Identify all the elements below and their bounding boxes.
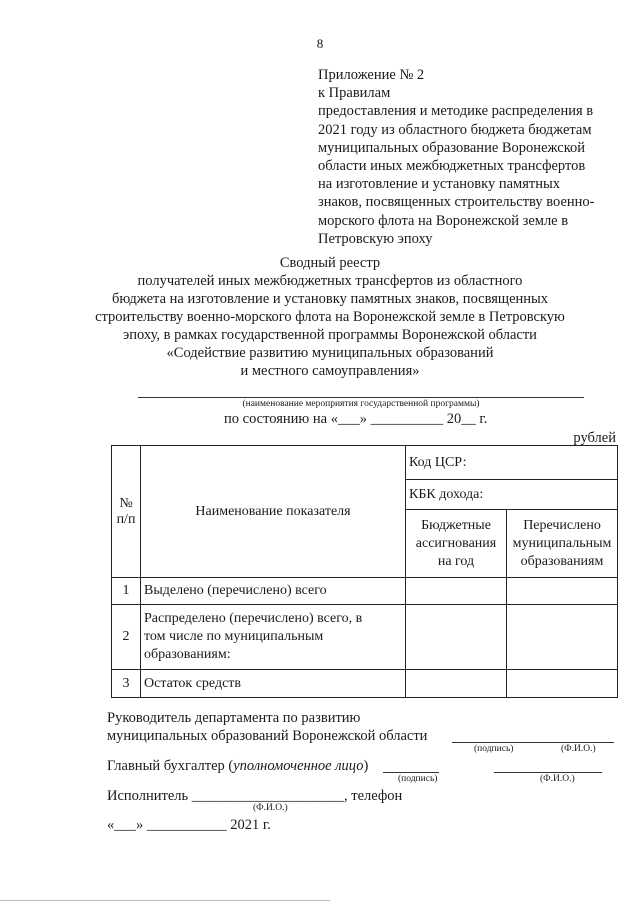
appendix-line: области иных межбюджетных трансфертов (318, 158, 586, 175)
date-line: «___» ___________ 2021 г. (107, 817, 271, 833)
accountant-signature-line (383, 772, 439, 773)
row-value (406, 670, 507, 698)
row-value (507, 605, 618, 670)
currency-label: рублей (573, 430, 616, 446)
header-num: № п/п (112, 446, 141, 578)
row-num: 2 (112, 605, 141, 670)
heading-title: Сводный реестр (279, 255, 381, 271)
bottom-divider (0, 900, 330, 901)
kcsr-label: Код ЦСР: (406, 446, 618, 480)
header-assignments: Бюджетные ассигнования на год (406, 510, 507, 578)
row-name: Распределено (перечислено) всего, в том числе по муниципальным образованиям: (141, 605, 406, 670)
appendix-line: знаков, посвященных строительству военно- (318, 194, 595, 211)
heading-line: эпоху, в рамках государственной программы Воронежской области (123, 327, 537, 343)
program-name-line (138, 397, 584, 398)
head-signature-caption: (подпись) (474, 744, 514, 754)
heading-line: «Содействие развитию муниципальных образований (166, 345, 494, 361)
appendix-line: морского флота на Воронежской земле в (318, 212, 569, 229)
appendix-line: предоставления и методике распределения в (318, 103, 594, 120)
table-row (112, 670, 618, 698)
row-name: Выделено (перечислено) всего (141, 578, 406, 605)
row-value (507, 670, 618, 698)
registry-table (111, 445, 618, 698)
program-caption: (наименование мероприятия государственной программы) (242, 399, 480, 409)
appendix-line: к Правилам (318, 85, 391, 102)
row-num: 1 (112, 578, 141, 605)
appendix-line: муниципальных образование Воронежской (318, 139, 586, 156)
kbk-label: КБК дохода: (406, 480, 618, 510)
appendix-line: на изготовление и установку памятных (318, 176, 560, 193)
row-value (406, 578, 507, 605)
table-row (112, 605, 618, 670)
document-heading (90, 254, 570, 380)
page-number: 8 (316, 36, 324, 51)
header-name: Наименование показателя (141, 446, 406, 578)
accountant-title: Главный бухгалтер (уполномоченное лицо) (107, 758, 369, 774)
row-name: Остаток средств (141, 670, 406, 698)
appendix-title: Приложение № 2 (318, 67, 425, 83)
heading-line: и местного самоуправления» (240, 363, 420, 379)
appendix-block (318, 66, 616, 248)
row-value (507, 578, 618, 605)
heading-line: получателей иных межбюджетных трансфертов из областного (137, 273, 523, 289)
executor-fio-caption: (Ф.И.О.) (253, 803, 288, 813)
heading-line: бюджета на изготовление и установку памятных знаков, посвященных (111, 291, 549, 307)
accountant-signature-caption: (подпись) (398, 774, 438, 784)
head-signature-line (452, 742, 614, 743)
accountant-fio-line (494, 772, 602, 773)
head-title-line1: Руководитель департамента по развитию (107, 710, 361, 726)
executor-line: Исполнитель _____________________, телефон (107, 788, 403, 804)
head-fio-caption: (Ф.И.О.) (561, 744, 596, 754)
accountant-fio-caption: (Ф.И.О.) (540, 774, 575, 784)
appendix-line: 2021 году из областного бюджета бюджетам (318, 121, 592, 138)
appendix-line: Петровскую эпоху (318, 230, 433, 247)
row-value (406, 605, 507, 670)
row-num: 3 (112, 670, 141, 698)
head-title-line2: муниципальных образований Воронежской области (107, 728, 428, 744)
state-date-line: по состоянию на «___» __________ 20__ г. (224, 411, 488, 427)
heading-line: строительству военно-морского флота на Воронежской земле в Петровскую (95, 309, 565, 325)
table-row (112, 578, 618, 605)
header-transferred: Перечислено муниципальным образованиям (507, 510, 618, 578)
